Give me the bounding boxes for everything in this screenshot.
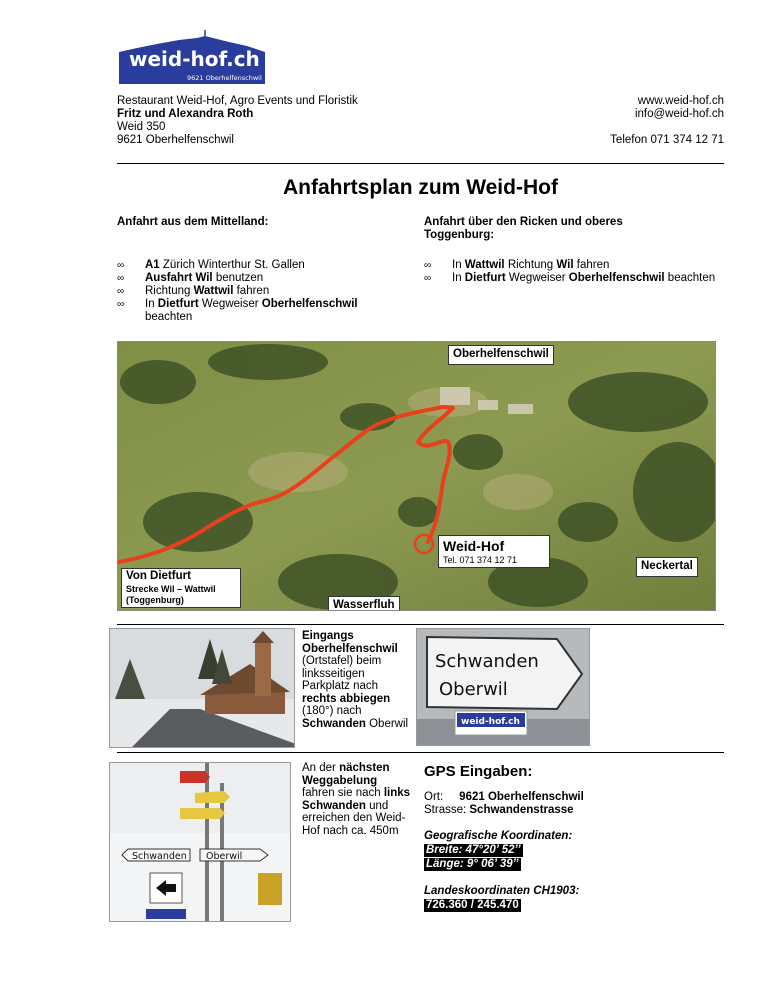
header-divider [117,163,724,164]
bullet-icon: ∞ [117,299,125,310]
page-title: Anfahrtsplan zum Weid-Hof [283,176,558,199]
gps-geo-heading: Geografische Koordinaten: [424,830,573,842]
bullet-icon: ∞ [117,286,125,297]
map-label-wasserfluh: Wasserfluh [328,596,400,611]
contact-block [464,95,724,147]
address-line-street: Weid 350 [117,121,166,133]
sign-line-schwanden: Schwanden [435,651,539,672]
gps-title: GPS Eingaben: [424,763,533,780]
logo-text: weid-hof.ch [129,47,260,71]
map-label-neckertal: Neckertal [636,557,698,577]
address-line-owners: Fritz und Alexandra Roth [117,108,254,120]
logo-subtitle: 9621 Oberhelfenschwil [187,74,262,82]
gps-breite: Breite: 47°20’ 52’’ [426,843,521,856]
sign-line-oberwil: Oberwil [439,679,508,700]
list-item: ∞ A1 Zürich Winterthur St. Gallen [117,259,305,271]
directions-mittelland-heading: Anfahrt aus dem Mittelland: [117,216,269,228]
gps-lk-value: 726.360 / 245.470 [426,899,519,912]
phone-number: Telefon 071 374 12 71 [610,134,724,146]
list-item: ∞ In Dietfurt Wegweiser Oberhelfenschwil beachten [424,272,716,284]
step1-text: Eingangs Oberhelfenschwil (Ortstafel) beim linksseitigen Parkplatz nach rechts abbiegen (180°) nach Schwanden Oberwil [302,630,409,730]
step2-text: An der nächsten Weggabelung fahren sie nach links Schwanden und erreichen den Weid-Hof nach ca. 450m [302,762,411,837]
directions-mittelland [117,216,407,324]
bullet-icon: ∞ [117,273,125,284]
map-label-weidhof: Weid-Hof Tel. 071 374 12 71 [438,535,550,568]
map-label-oberhelfenschwil: Oberhelfenschwil [448,345,554,365]
bullet-icon: ∞ [424,273,432,284]
email-link[interactable]: info@weid-hof.ch [634,108,724,120]
website-link[interactable]: www.weid-hof.ch [637,95,724,107]
bullet-icon: ∞ [117,260,125,271]
sign-right-oberwil: Oberwil [206,851,243,862]
bullet-icon: ∞ [424,260,432,271]
section-divider [117,624,724,625]
directions-ricken-heading: Anfahrt über den Ricken und oberes Toggenburg: [424,216,623,241]
list-item: ∞ Richtung Wattwil fahren [117,285,270,297]
gps-address: Ort: 9621 Oberhelfenschwil Strasse: Schwandenstrasse [424,791,584,816]
map-label-dietfurt: Von Dietfurt Strecke Wil – Wattwil (Toggenburg) [121,568,241,608]
sign-logo-text: weid-hof.ch [461,717,520,727]
gps-section [424,763,724,913]
aerial-map [117,341,716,611]
photo-schwanden-sign [416,628,590,746]
section-divider [117,752,724,753]
address-line-city: 9621 Oberhelfenschwil [117,134,234,146]
photo-junction-signs [109,762,291,922]
sign-left-schwanden: Schwanden [132,851,187,862]
photo-chapel-entrance [109,628,295,748]
weid-hof-logo [117,30,267,86]
list-item: ∞ Ausfahrt Wil benutzen [117,272,264,284]
list-item: ∞ In Wattwil Richtung Wil fahren [424,259,610,271]
list-item: ∞ In Dietfurt Wegweiser Oberhelfenschwil beachten [117,298,358,323]
gps-lk-heading: Landeskoordinaten CH1903: [424,885,580,898]
gps-laenge: Länge: 9° 06’ 39’’ [426,857,519,870]
address-block [117,95,417,147]
directions-ricken [424,216,724,285]
address-line-business: Restaurant Weid-Hof, Agro Events und Floristik [117,95,358,107]
